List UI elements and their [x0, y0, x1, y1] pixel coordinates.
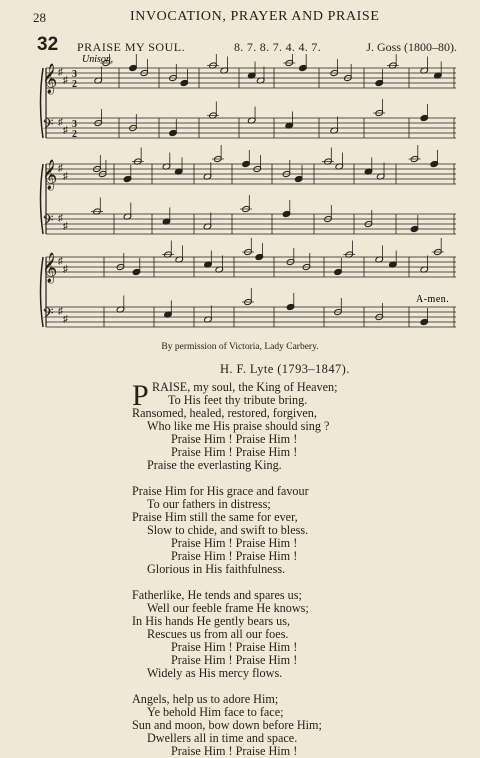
svg-text:♯: ♯ [58, 117, 63, 128]
verse-line: Praise Him ! Praise Him ! [171, 536, 298, 550]
verse-line: Praise the everlasting King. [147, 458, 282, 472]
verse-line: Well our feeble frame He knows; [147, 601, 309, 615]
hymn-meter: 8. 7. 8. 7. 4. 4. 7. [234, 40, 321, 54]
svg-text:2: 2 [72, 129, 77, 140]
amen-text: A-men. [416, 294, 450, 305]
svg-text:𝄞: 𝄞 [42, 253, 58, 282]
svg-text:♯: ♯ [63, 264, 68, 275]
verse-line: Praise Him ! Praise Him ! [171, 744, 298, 758]
direction-unison: Unison. [82, 54, 114, 65]
verse-line: Who like me His praise should sing ? [147, 419, 330, 433]
svg-text:♯: ♯ [63, 171, 68, 182]
verse-line: Fatherlike, He tends and spares us; [132, 588, 302, 602]
verse-line: Praise Him ! Praise Him ! [171, 549, 298, 563]
verse-line: In His hands He gently bears us, [132, 614, 291, 628]
svg-text:♯: ♯ [63, 125, 68, 136]
svg-text:3: 3 [72, 69, 77, 80]
verse-line: To our fathers in distress; [147, 497, 271, 511]
verse-line: To His feet thy tribute bring. [168, 393, 308, 407]
verse-line: Ye behold Him face to face; [147, 705, 284, 719]
svg-text:♯: ♯ [63, 221, 68, 232]
verse-line: Praise Him ! Praise Him ! [171, 445, 298, 459]
svg-text:♯: ♯ [58, 213, 63, 224]
svg-text:𝄢: 𝄢 [42, 305, 54, 325]
svg-text:♯: ♯ [63, 75, 68, 86]
verse-line: Rescues us from all our foes. [147, 627, 289, 641]
svg-text:♯: ♯ [58, 163, 63, 174]
verse-line: Sun and moon, bow down before Him; [132, 718, 322, 732]
verse-line: Praise Him for His grace and favour [132, 484, 309, 498]
verse-line: Dwellers all in time and space. [147, 731, 298, 745]
hymn-number: 32 [37, 34, 59, 55]
svg-text:𝄞: 𝄞 [42, 64, 58, 93]
svg-text:♯: ♯ [63, 314, 68, 325]
hymn-composer: J. Goss (1800–80). [366, 40, 457, 54]
music-score [34, 54, 464, 339]
music-system-3 [41, 238, 457, 327]
hymn-title: PRAISE MY SOUL. [77, 40, 186, 54]
verse-line: Glorious in His faithfulness. [147, 562, 286, 576]
svg-text:♯: ♯ [58, 67, 63, 78]
verse-line: Praise Him still the same for ever, [132, 510, 298, 524]
svg-text:𝄞: 𝄞 [42, 160, 58, 189]
verse-line: Ransomed, healed, restored, forgiven, [132, 406, 317, 420]
verse-line: Praise Him ! Praise Him ! [171, 432, 298, 446]
verse-line: Praise Him ! Praise Him ! [171, 653, 298, 667]
verse-line: Praise Him ! Praise Him ! [171, 640, 298, 654]
svg-text:3: 3 [72, 119, 77, 130]
author-credit: H. F. Lyte (1793–1847). [220, 362, 350, 376]
svg-text:♯: ♯ [58, 256, 63, 267]
svg-text:𝄢: 𝄢 [42, 116, 54, 136]
running-head: INVOCATION, PRAYER AND PRAISE [130, 9, 380, 24]
permission-note: By permission of Victoria, Lady Carbery. [161, 342, 319, 352]
verse-line: Slow to chide, and swift to bless. [147, 523, 309, 537]
svg-text:♯: ♯ [58, 306, 63, 317]
verse-line: RAISE, my soul, the King of Heaven; [152, 380, 338, 394]
svg-text:𝄢: 𝄢 [42, 212, 54, 232]
svg-text:2: 2 [72, 79, 77, 90]
drop-cap: P [132, 379, 149, 412]
page-number: 28 [33, 10, 46, 25]
verse-line: Angels, help us to adore Him; [132, 692, 279, 706]
music-system-1 [41, 54, 457, 140]
verse-line: Widely as His mercy flows. [147, 666, 283, 680]
music-system-2 [41, 145, 457, 234]
